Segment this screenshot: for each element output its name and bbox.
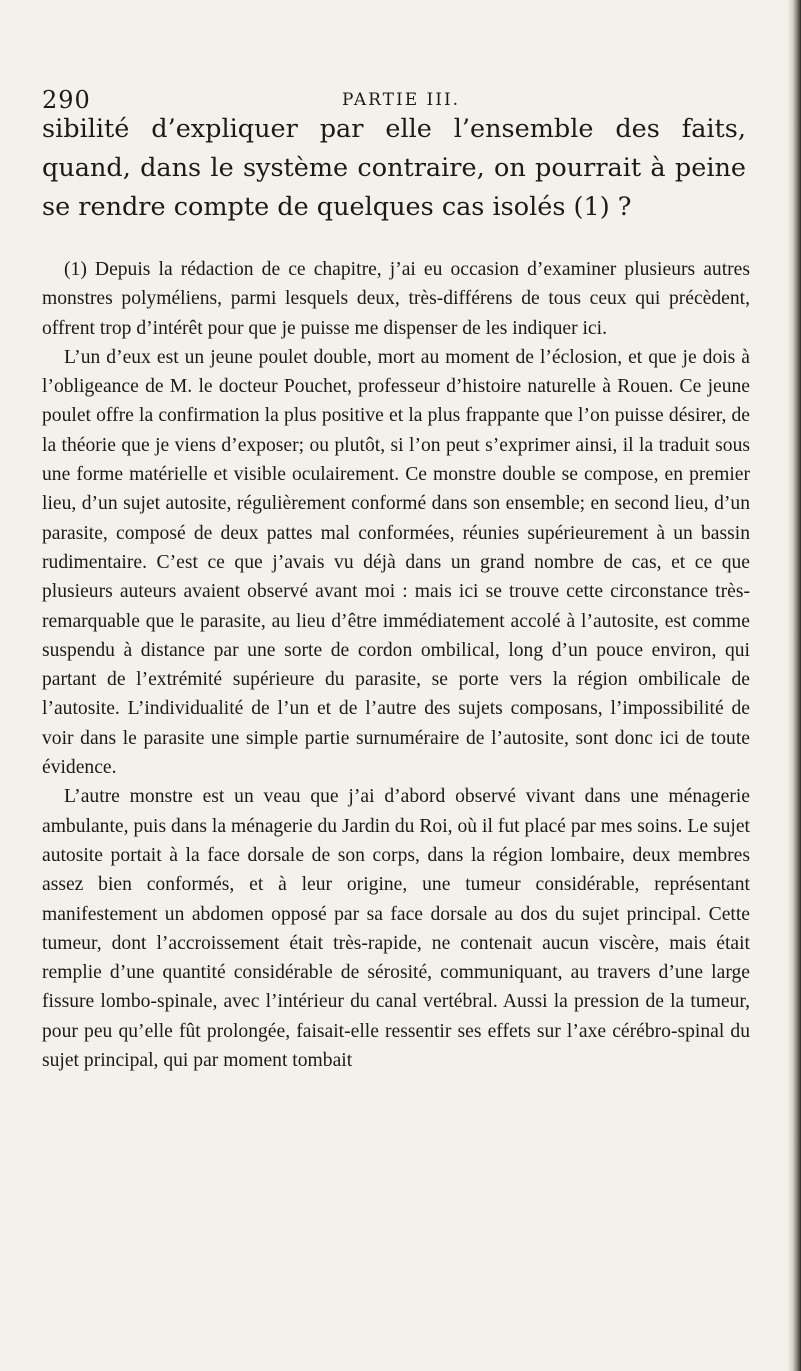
running-head: PARTIE III. bbox=[342, 90, 461, 110]
footnote-paragraph-1: (1) Depuis la rédaction de ce chapitre, j’ai eu occasion d’examiner plusieurs autres monstres polyméliens, parmi lesquels deux, très-différens de tous ceux qui précèdent, offrent trop d’intérêt pour que je puisse me dispenser de les indiquer ici. bbox=[42, 259, 750, 339]
main-text bbox=[42, 110, 746, 227]
footnote-paragraph-2: L’un d’eux est un jeune poulet double, mort au moment de l’éclosion, et que je dois à l’obligeance de M. le docteur Pouchet, professeur d’histoire naturelle à Rouen. Ce jeune poulet offre la confirmation la plus positive et la plus frappante que l’on puisse désirer, de la théorie que je viens d’exposer; ou plutôt, si l’on peut s’exprimer ainsi, il la traduit sous une forme matérielle et visible oculairement. Ce monstre double se compose, en premier lieu, d’un sujet autosite, régulièrement conformé dans son ensemble; en second lieu, d’un parasite, composé de deux pattes mal conformées, réunies supérieurement à un bassin rudimentaire. C’est ce que j’avais vu déjà dans un grand nombre de cas, et ce que plusieurs auteurs avaient observé avant moi : mais ici se trouve cette circonstance très-remarquable que le parasite, au lieu d’être immédiatement accolé à l’autosite, est comme suspendu à distance par une sorte de cordon ombilical, long d’un pouce environ, qui partant de l’extrémité supérieure du parasite, se porte vers la région ombilicale de l’autosite. L’individualité de l’un et de l’autre des sujets composans, l’impossibilité de voir dans le parasite une simple partie surnuméraire de l’autosite, sont donc ici de toute évidence. bbox=[42, 346, 750, 779]
main-paragraph: sibilité d’expliquer par elle l’ensemble des faits, quand, dans le système contraire, on pourrait à peine se rendre compte de quelques cas isolés (1) ? bbox=[42, 114, 746, 222]
footnote bbox=[42, 255, 750, 1075]
footnote-paragraph-3: L’autre monstre est un veau que j’ai d’abord observé vivant dans une ménagerie ambulante, puis dans la ménagerie du Jardin du Roi, où il fut placé par mes soins. Le sujet autosite portait à la face dorsale de son corps, dans la région lombaire, deux membres assez bien conformés, et à leur origine, une tumeur considérable, représentant manifestement un abdomen opposé par sa face dorsale au dos du sujet principal. Cette tumeur, dont l’accroissement était très-rapide, ne contenait aucun viscère, mais était remplie d’une quantité considérable de sérosité, communiquant, au travers d’une large fissure lombo-spinale, avec l’intérieur du canal vertébral. Aussi la pression de la tumeur, pour peu qu’elle fût prolongée, faisait-elle ressentir ses effets sur l’axe cérébro-spinal du sujet principal, qui par moment tombait bbox=[42, 786, 750, 1072]
page-number: 290 bbox=[42, 86, 91, 114]
page-binding-edge bbox=[787, 0, 801, 1371]
